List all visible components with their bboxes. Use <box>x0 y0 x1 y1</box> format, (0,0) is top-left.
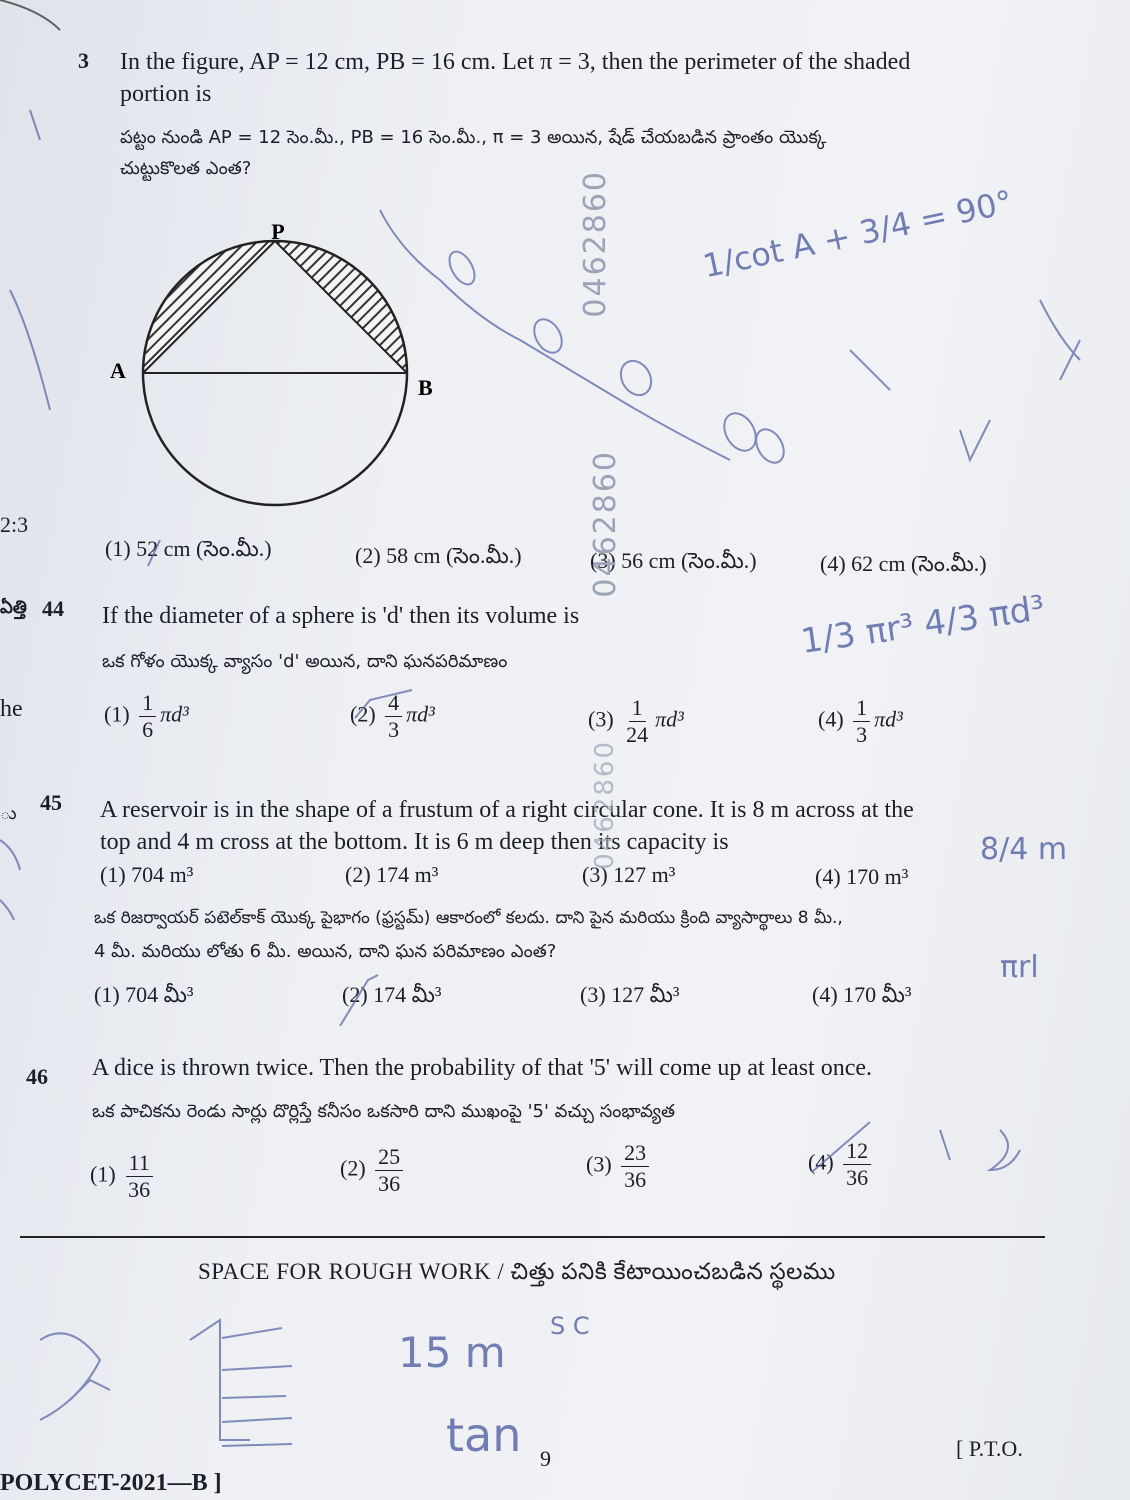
option-label: (3) <box>586 1151 612 1177</box>
denominator: 36 <box>378 1171 401 1196</box>
denominator: 24 <box>626 722 649 747</box>
serial-stamp-3: 0462860 <box>590 740 620 870</box>
handwritten-volume-expression: 1/3 πr³ 4/3 πd³ <box>798 588 1048 662</box>
denominator: 3 <box>856 722 868 747</box>
handwritten-sc: S C <box>550 1312 590 1340</box>
option-te-4[interactable]: (4) 170 మీ³ <box>812 982 912 1007</box>
question-text-en-line2: portion is <box>120 81 212 107</box>
question-text-en-line2: top and 4 m cross at the bottom. It is 6 m deep then its capacity is <box>100 829 729 855</box>
option-1[interactable]: (1) 52 cm (సెం.మీ.) <box>105 536 272 561</box>
option-en-2[interactable]: (2) 174 m³ <box>345 862 439 887</box>
question-text-te: ఒక పాచికను రెండు సార్లు దొర్లిస్తే కనీసం ఒకసారి దాని ముఖంపై '5' వచ్చు సంభావ్యత <box>92 1101 675 1122</box>
option-3[interactable]: (3) 56 cm (సెం.మీ.) <box>590 548 757 573</box>
question-number: 45 <box>40 790 62 815</box>
option-2[interactable]: (2) 58 cm (సెం.మీ.) <box>355 543 522 568</box>
handwritten-pi-rl: πrl <box>1000 950 1039 985</box>
option-te-2[interactable]: (2) 174 మీ³ <box>342 982 442 1007</box>
question-number: 3 <box>78 48 89 73</box>
numerator: 4 <box>385 692 402 717</box>
option-label: (3) <box>588 706 614 732</box>
numerator: 1 <box>629 697 646 722</box>
question-number: 44 <box>42 596 64 621</box>
edge-fragment-3: ు <box>0 803 17 824</box>
question-text-te-line2: చుట్టుకొలత ఎంత? <box>120 158 252 179</box>
numerator: 25 <box>375 1146 403 1171</box>
option-tail: πd³ <box>655 706 684 732</box>
option-label: (4) <box>818 706 844 732</box>
option-te-1[interactable]: (1) 704 మీ³ <box>94 982 194 1007</box>
denominator: 6 <box>142 717 154 742</box>
question-text-en: If the diameter of a sphere is 'd' then its volume is <box>102 603 580 629</box>
question-text-te-line1: పట్టం నుండి AP = 12 సెం.మీ., PB = 16 సెం.మీ., π = 3 అయిన, షేడ్ చేయబడిన ప్రాంతం యొక్క <box>120 127 827 148</box>
option-en-4[interactable]: (4) 170 m³ <box>815 864 909 889</box>
option-label: (2) <box>340 1155 366 1181</box>
question-number: 46 <box>26 1064 48 1089</box>
handwritten-fraction: 8/4 m <box>980 832 1068 867</box>
edge-fragment-1: ఏత్తి <box>0 597 27 618</box>
edge-fragment-2: he <box>0 696 23 722</box>
option-label: (4) <box>808 1149 834 1175</box>
numerator: 1 <box>139 692 156 717</box>
option-en-1[interactable]: (1) 704 m³ <box>100 862 194 887</box>
option-tail: πd³ <box>160 701 189 727</box>
option-tail: πd³ <box>874 706 903 732</box>
numerator: 1 <box>853 697 870 722</box>
option-label: (1) <box>90 1161 116 1187</box>
denominator: 36 <box>128 1177 151 1202</box>
numerator: 12 <box>843 1140 871 1165</box>
numerator: 23 <box>621 1142 649 1167</box>
numerator: 11 <box>126 1152 153 1177</box>
handwritten-15m: 15 m <box>398 1328 506 1377</box>
pto-marker: [ P.T.O. <box>956 1436 1023 1461</box>
option-label: (2) <box>350 701 376 727</box>
question-text-te-line1: ఒక రిజర్వాయర్ పటెల్‌కాక్ యొక్క పైభాగం (ఫ్రస్టమ్) ఆకారంలో కలదు. దాని పైన మరియు క్రింది వ్యాసార్థాలు 8 మీ., <box>94 908 843 928</box>
question-text-en: A dice is thrown twice. Then the probability of that '5' will come up at least once. <box>92 1055 873 1081</box>
serial-stamp-1: 0462860 <box>578 170 613 318</box>
denominator: 36 <box>846 1165 869 1190</box>
denominator: 3 <box>388 717 400 742</box>
serial-stamp-2: 0462860 <box>588 450 623 598</box>
question-text-te: ఒక గోళం యొక్క వ్యాసం 'd' అయిన, దాని ఘనపరిమాణం <box>102 651 508 672</box>
label-a: A <box>110 358 126 383</box>
option-4[interactable]: (4) 62 cm (సెం.మీ.) <box>820 551 987 576</box>
option-label: (1) <box>104 701 130 727</box>
option-te-3[interactable]: (3) 127 మీ³ <box>580 982 680 1007</box>
option-tail: πd³ <box>406 701 435 727</box>
label-p: P <box>271 219 285 244</box>
handwritten-cot-expression: 1/cot A + 3/4 = 90° <box>699 182 1016 286</box>
label-b: B <box>418 375 433 400</box>
question-text-te-line2: 4 మీ. మరియు లోతు 6 మీ. అయిన, దాని ఘన పరిమాణం ఎంత? <box>94 941 557 962</box>
handwritten-tan: tan <box>446 1408 522 1462</box>
denominator: 36 <box>624 1167 647 1192</box>
exam-code: POLYCET-2021—B ] <box>0 1470 222 1496</box>
rough-work-heading: SPACE FOR ROUGH WORK / చిత్తు పనికి కేటాయించబడిన స్థలము <box>198 1259 836 1284</box>
page-number: 9 <box>540 1446 551 1471</box>
option-en-3[interactable]: (3) 127 m³ <box>582 862 676 887</box>
edge-ratio: 2:3 <box>0 512 29 537</box>
question-text-en-line1: In the figure, AP = 12 cm, PB = 16 cm. Let π = 3, then the perimeter of the shaded <box>120 49 911 75</box>
question-text-en-line1: A reservoir is in the shape of a frustum of a right circular cone. It is 8 m across at the <box>100 797 914 823</box>
